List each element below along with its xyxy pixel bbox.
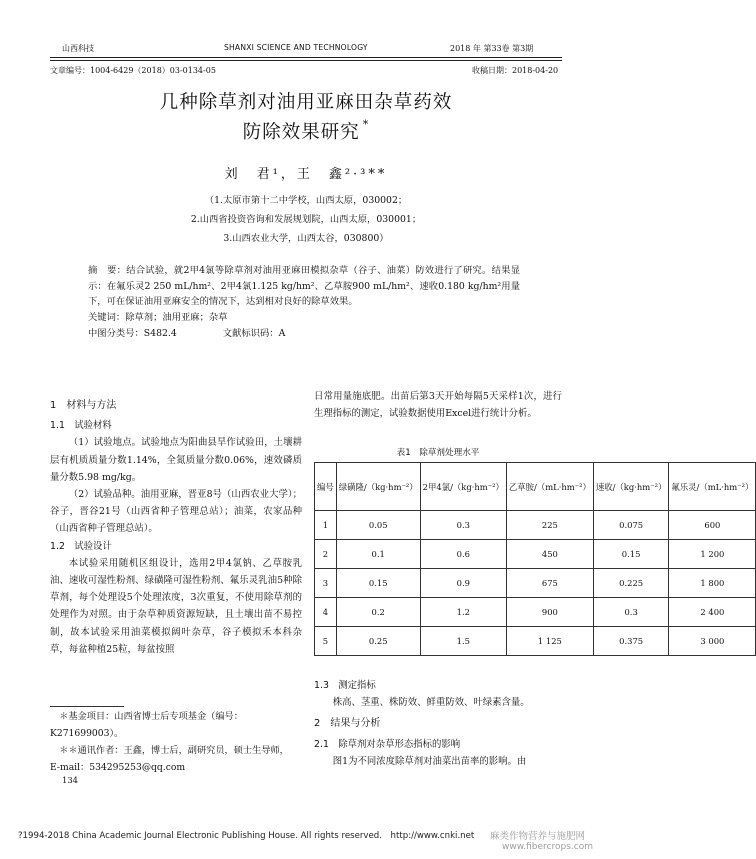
- affiliation-3: 3.山西农业大学，山西太谷，030800）: [223, 233, 389, 244]
- table-cell: 2 400: [669, 598, 756, 627]
- section-2-1-heading: 2.1 除草剂对杂草形态指标的影响: [314, 738, 461, 750]
- footnote-email: E-mail：534295253@qq.com: [50, 762, 186, 773]
- abstract-label: 摘 要：: [88, 265, 127, 276]
- table-cell: 0.3: [420, 511, 506, 540]
- header-cell: 乙草胺/（mL·hm⁻²）: [506, 463, 593, 511]
- watermark-url: www.fibercrops.com: [502, 842, 593, 852]
- table-cell: 0.6: [420, 540, 506, 569]
- received-date: 收稿日期：2018-04-20: [472, 66, 559, 75]
- table-cell: 0.05: [336, 511, 420, 540]
- issue-info: 2018 年 第33卷 第3期: [450, 44, 534, 53]
- abstract: [88, 263, 520, 310]
- title-line-2-text: 防除效果研究: [242, 122, 360, 143]
- header-rule-thin: [50, 60, 562, 61]
- table-cell: 3: [315, 569, 337, 598]
- keywords-label: 关键词：: [88, 312, 126, 324]
- table-cell: 3 000: [669, 627, 756, 656]
- table-cell: 5: [315, 627, 337, 656]
- doc-code: A: [278, 327, 286, 339]
- title-line-2: [0, 118, 612, 144]
- table-row: [315, 540, 756, 569]
- watermark-text: 麻类作物营养与施肥网: [490, 831, 586, 842]
- table-cell: 0.375: [593, 627, 669, 656]
- table-cell: 0.15: [593, 540, 669, 569]
- header-cell: 编号: [315, 463, 337, 511]
- table-cell: 1 200: [669, 540, 756, 569]
- header-cell: 氟乐灵/（mL·hm⁻²）: [669, 463, 756, 511]
- right-column-bottom: [314, 677, 562, 770]
- paragraph-measures: 株高、茎重、株防效、鲜重防效、叶绿素含量。: [332, 697, 530, 709]
- footnote-contact: ＊＊通讯作者：王鑫，博士后，副研究员，硕士生导师，: [59, 745, 289, 756]
- table-cell: 600: [669, 511, 756, 540]
- header-rule: [50, 57, 562, 58]
- table-cell: 900: [506, 598, 593, 627]
- table-cell: 0.9: [420, 569, 506, 598]
- abstract-block: [88, 263, 520, 342]
- left-column: [50, 397, 302, 658]
- right-column-top: [314, 388, 562, 422]
- title-line-1: 几种除草剂对油用亚麻田杂草药效: [159, 92, 453, 113]
- table-cell: 1.5: [420, 627, 506, 656]
- table-cell: 1 800: [669, 569, 756, 598]
- section-1-1-heading: 1.1 试验材料: [50, 420, 112, 432]
- copyright-line: ?1994-2018 China Academic Journal Electronic Publishing House. All rights reserved. http://www.cnki.net: [18, 831, 475, 841]
- paragraph-figure-ref: 图1为不同浓度除草剂对油菜出苗率的影响。由: [332, 755, 527, 767]
- keywords: [88, 310, 520, 326]
- table-row: [315, 569, 756, 598]
- table-cell: 4: [315, 598, 337, 627]
- section-2-heading: 2 结果与分析: [314, 718, 381, 730]
- affiliation-1: （1.太原市第十二中学校，山西太原，030002；: [204, 195, 408, 206]
- journal-name-cn: 山西科技: [62, 44, 94, 53]
- section-1-3-heading: 1.3 测定指标: [314, 680, 376, 691]
- authors: 刘 君¹，王 鑫²·³**: [224, 167, 388, 182]
- table-cell: 2: [315, 540, 337, 569]
- doc-label: 文献标识码：: [222, 327, 279, 339]
- table-cell: 0.15: [336, 569, 420, 598]
- treatment-table: [314, 462, 756, 656]
- classification: [88, 326, 520, 342]
- table-cell: 0.075: [593, 511, 669, 540]
- table-row: [315, 598, 756, 627]
- table-cell: 1 125: [506, 627, 593, 656]
- table-cell: 225: [506, 511, 593, 540]
- table-caption: 表1 除草剂处理水平: [396, 448, 480, 458]
- journal-name-en: SHANXI SCIENCE AND TECHNOLOGY: [224, 43, 368, 52]
- table-cell: 0.3: [593, 598, 669, 627]
- keywords-text: 除草剂；油用亚麻；杂草: [125, 312, 228, 324]
- table-cell: 0.225: [593, 569, 669, 598]
- table-cell: 0.25: [336, 627, 420, 656]
- table-cell: 0.1: [336, 540, 420, 569]
- header-cell: 绿磺隆/（kg·hm⁻²）: [336, 463, 420, 511]
- table-header-row: [315, 463, 756, 511]
- table-cell: 0.2: [336, 598, 420, 627]
- table-cell: 1.2: [420, 598, 506, 627]
- footnote-rule: [50, 706, 124, 707]
- section-1-2-heading: 1.2 试验设计: [50, 540, 112, 552]
- paragraph-design: 本试验采用随机区组设计，选用2甲4氯钠、乙草胺乳油、速收可湿性粉剂、绿磺隆可湿性粉剂、氟乐灵乳油5种除草剂，每个处理设5个处理浓度，3次重复，不使用除草剂的处理作为对照。由于杂草种质资源短缺，且土壤出苗不易控制，故本试验采用油菜模拟阔叶杂草，谷子模拟禾本科杂草，每盆种植25粒，每盆按照: [50, 557, 302, 655]
- header-cell: 速收/（kg·hm⁻²）: [593, 463, 669, 511]
- footnotes: [50, 708, 302, 776]
- paragraph-site: （1）试验地点。试验地点为阳曲县旱作试验田，土壤耕层有机质质量分数1.14%，全氮质量分数0.06%，速效磷质量分数5.98 mg/kg。: [50, 437, 302, 483]
- table-row: [315, 511, 756, 540]
- table-cell: 450: [506, 540, 593, 569]
- page-number: 134: [62, 775, 78, 785]
- paragraph-varieties: （2）试验品种。油用亚麻，晋亚8号（山西农业大学）；谷子，晋谷21号（山西省种子管理总站）；油菜，农家品种（山西省种子管理总站）。: [50, 489, 302, 535]
- table-row: [315, 627, 756, 656]
- clc-label: 中图分类号：: [88, 327, 144, 339]
- article-number: 文章编号：1004-6429（2018）03-0134-05: [50, 66, 216, 75]
- affiliation-2: 2.山西省投资咨询和发展规划院，山西太原，030001；: [190, 214, 422, 225]
- footnote-fund: ＊基金项目：山西省博士后专项基金（编号：K271699003）。: [50, 711, 243, 739]
- paragraph-sampling: 日常用量施底肥。出苗后第3天开始每隔5天采样1次，进行生理指标的测定，试验数据使用Excel进行统计分析。: [314, 391, 562, 420]
- table-cell: 1: [315, 511, 337, 540]
- clc-code: S482.4: [143, 327, 177, 339]
- abstract-text: 结合试验，就2甲4氯等除草剂对油用亚麻田模拟杂草（谷子、油菜）防效进行了研究。结果显示：在氟乐灵2 250 mL/hm²、2甲4氯1.125 kg/hm²、乙草胺900 mL/hm²、速收0.180 kg/hm²用量下，可在保证油用亚麻安全的情况下，达到相对良好的除草效果。: [88, 265, 520, 308]
- header-cell: 2甲4氯/（kg·hm⁻²）: [420, 463, 506, 511]
- section-1-heading: 1 材料与方法: [50, 400, 117, 411]
- table-cell: 675: [506, 569, 593, 598]
- title-mark: *: [362, 118, 370, 131]
